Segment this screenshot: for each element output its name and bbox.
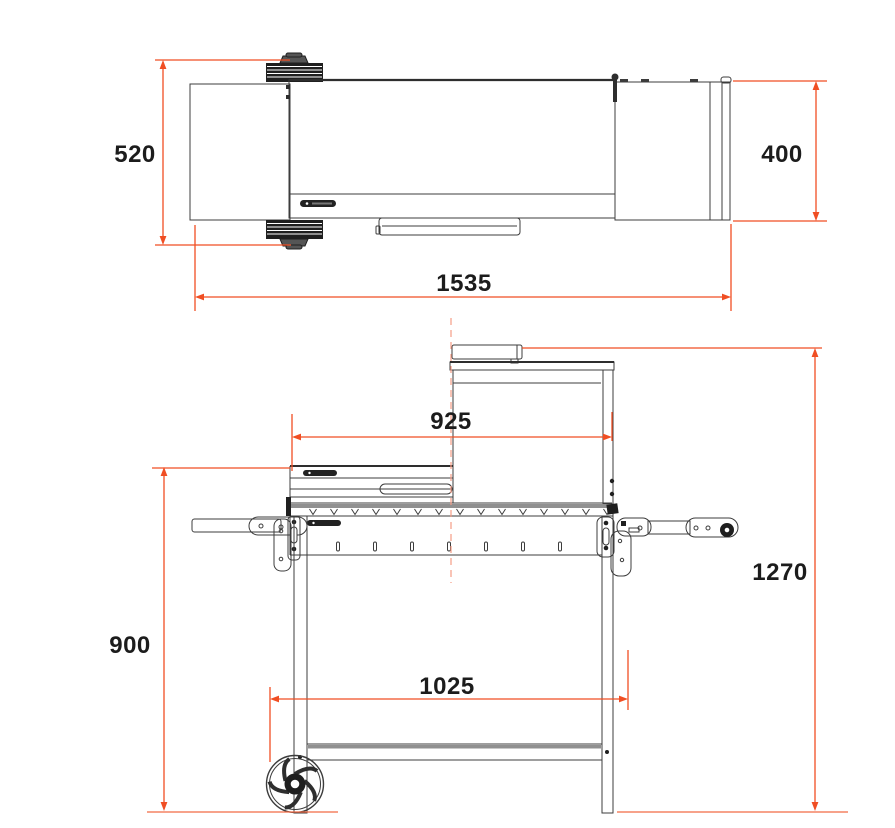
vent-slots xyxy=(337,542,562,551)
label-900: 900 xyxy=(109,632,151,659)
top-view-left-shelf xyxy=(190,84,290,220)
dimension-labels xyxy=(109,141,807,700)
front-hood-open xyxy=(450,345,615,517)
brand-logo xyxy=(307,520,341,526)
caster-wheel-icon xyxy=(267,756,324,813)
brand-logo xyxy=(300,200,336,207)
top-view xyxy=(190,53,731,249)
right-shelf-arm xyxy=(617,518,738,537)
label-520: 520 xyxy=(114,141,156,168)
latch-pin xyxy=(612,74,619,103)
top-view-shelf-edge xyxy=(710,82,722,220)
top-view-handle xyxy=(376,218,520,235)
utensil-hooks xyxy=(310,509,611,515)
lower-shelf xyxy=(307,744,602,760)
hood-chimney xyxy=(452,345,522,359)
front-panel xyxy=(290,516,602,555)
dimension-520 xyxy=(155,60,291,245)
right-leg xyxy=(597,516,631,813)
front-lid-closed xyxy=(290,466,453,516)
label-1535: 1535 xyxy=(436,270,492,297)
brand-logo xyxy=(303,470,337,476)
top-view-right-shelf xyxy=(615,82,710,220)
hood-top-plate xyxy=(450,362,614,370)
top-view-body xyxy=(289,80,615,218)
label-400: 400 xyxy=(761,141,803,168)
wheel-top-icon xyxy=(266,53,323,82)
label-1270: 1270 xyxy=(752,559,808,586)
label-1025: 1025 xyxy=(419,673,475,700)
top-view-shelf-trim xyxy=(722,82,730,220)
dimension-annotations xyxy=(147,60,848,812)
label-925: 925 xyxy=(430,408,472,435)
